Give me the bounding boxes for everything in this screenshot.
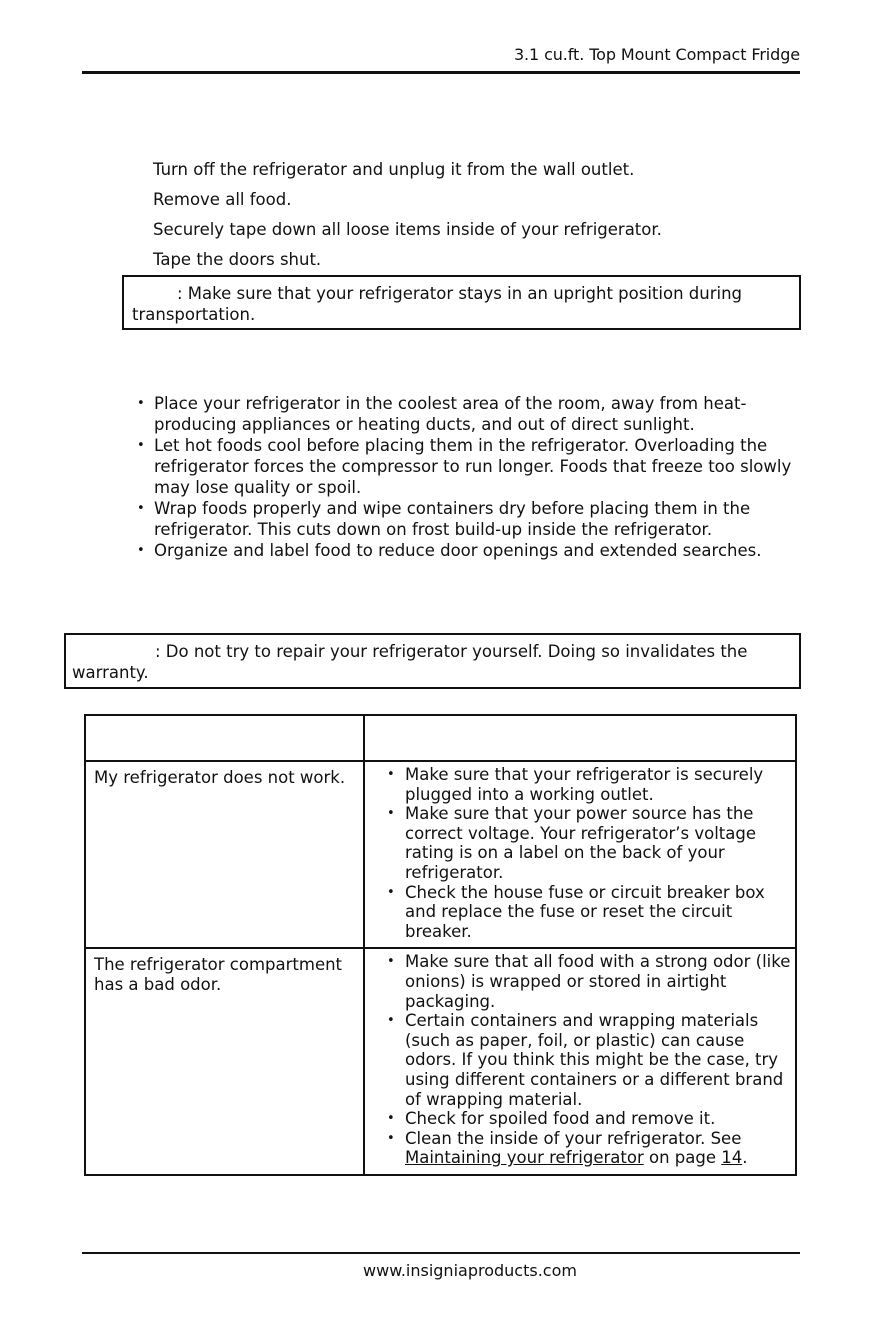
problem-cell: The refrigerator compartment has a bad odor. [85,948,364,1175]
troubleshooting-table [84,714,797,1176]
solution-list [387,765,791,941]
list-item: • Check for spoiled food and remove it. [387,1109,791,1129]
list-item: • Wrap foods properly and wipe containers dry before placing them in the refrigerator. This cuts down on frost build-up inside the refrigerator. [137,498,807,540]
column-header-problem [85,715,364,761]
problem-cell: My refrigerator does not work. [85,761,364,948]
list-item: Remove all food. [153,190,292,209]
caution-box-repair [64,633,801,689]
list-item: Securely tape down all loose items inside of your refrigerator. [153,220,662,239]
note-box-transport [122,275,801,330]
list-item: • Make sure that all food with a strong odor (like onions) is wrapped or stored in airtight packaging. [387,952,791,1011]
table-header-row [85,715,796,761]
caution-text: : Do not try to repair your refrigerator yourself. Doing so invalidates the warranty. [72,642,748,682]
list-item: • Organize and label food to reduce door openings and extended searches. [137,540,807,561]
page-header-title: 3.1 cu.ft. Top Mount Compact Fridge [513,45,800,64]
list-item: • Let hot foods cool before placing them in the refrigerator. Overloading the refrigerator forces the compressor to run longer. Foods that freeze too slowly may lose quality or spoil. [137,435,807,498]
footer-url: www.insigniaproducts.com [363,1261,577,1280]
list-item: Turn off the refrigerator and unplug it from the wall outlet. [153,160,635,179]
list-item: • Certain containers and wrapping materials (such as paper, foil, or plastic) can cause odors. If you think this might be the case, try using different containers or a different brand of wrapping material. [387,1011,791,1109]
solution-text: Clean the inside of your refrigerator. See [405,1128,742,1148]
list-item: • Check the house fuse or circuit breaker box and replace the fuse or reset the circuit breaker. [387,883,791,942]
page-link[interactable]: 14 [721,1148,743,1168]
list-item: • Make sure that your power source has the correct voltage. Your refrigerator’s voltage rating is on a label on the back of your refrigerator. [387,804,791,882]
column-header-solution [364,715,796,761]
moving-steps-list [153,158,662,278]
table-row [85,948,796,1175]
solution-cell [364,948,796,1175]
list-item: • Place your refrigerator in the coolest area of the room, away from heat-producing appliances or heating ducts, and out of direct sunlight. [137,393,807,435]
solution-cell [364,761,796,948]
solution-list [387,952,791,1168]
solution-text: on page [643,1148,722,1168]
footer-rule [82,1252,800,1254]
energy-tips-list [137,393,807,561]
maintaining-link[interactable]: Maintaining your refrigerator [405,1148,644,1168]
list-item: • Make sure that your refrigerator is securely plugged into a working outlet. [387,765,791,804]
note-text: : Make sure that your refrigerator stays in an upright position during transportation. [132,284,743,324]
list-item [387,1129,791,1168]
header-rule [82,71,800,74]
solution-text: . [742,1148,748,1168]
table-row [85,761,796,948]
list-item: Tape the doors shut. [153,250,322,269]
